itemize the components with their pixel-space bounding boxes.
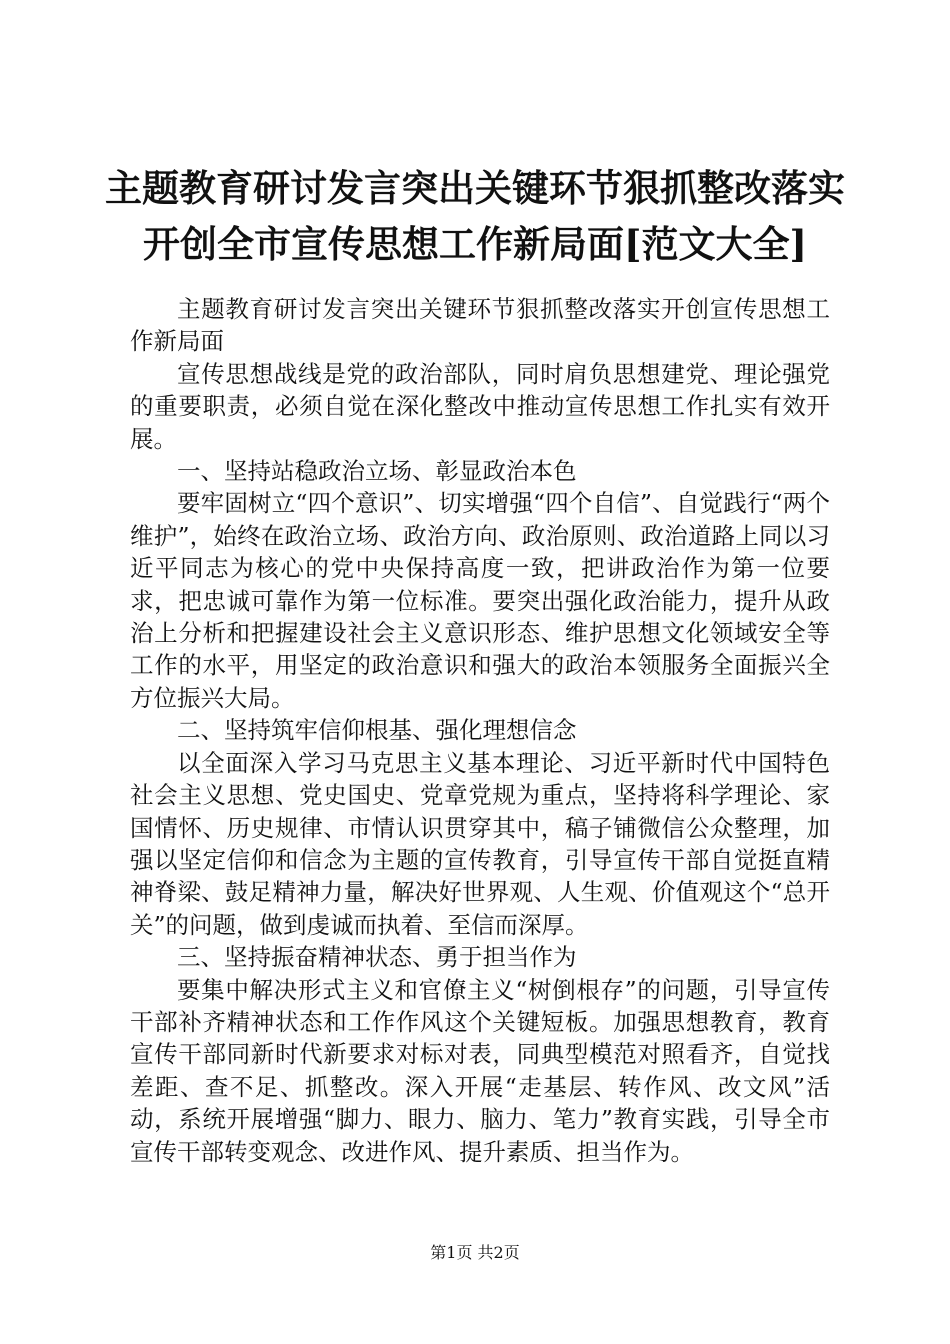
section-heading-1: 一、坚持站稳政治立场、彰显政治本色 (177, 457, 577, 486)
paragraph-section-1: 要牢固树立“四个意识”、切实增强“四个自信”、自觉践行“两个维护”，始终在政治立场、政治方向、政治原则、政治道路上同以习近平同志为核心的党中央保持高度一致，把讲政治作为第一位要求，把忠诚可靠作为第一位标准。要突出强化政治能力，提升从政治上分析和把握建设社会主义意识形态、维护思想文化领域安全等工作的水平，用坚定的政治意识和强大的政治本领服务全面振兴全方位振兴大局。 (130, 489, 830, 712)
page-footer: 第1页 共2页 (430, 1243, 520, 1262)
document-body (130, 293, 830, 1168)
title-line-1: 主题教育研讨发言突出关键环节狠抓整改落实 (105, 166, 845, 210)
section-heading-3: 三、坚持振奋精神状态、勇于担当作为 (177, 943, 577, 972)
title-line-2: 开创全市宣传思想工作新局面[范文大全] (142, 222, 807, 266)
document-title (100, 160, 850, 272)
paragraph-subtitle: 主题教育研讨发言突出关键环节狠抓整改落实开创宣传思想工作新局面 (130, 295, 830, 356)
paragraph-section-3: 要集中解决形式主义和官僚主义“树倒根存”的问题，引导宣传干部补齐精神状态和工作作风这个关键短板。加强思想教育，教育宣传干部同新时代新要求对标对表，同典型模范对照看齐，自觉找差距、查不足、抓整改。深入开展“走基层、转作风、改文风”活动，系统开展增强“脚力、眼力、脑力、笔力”教育实践，引导全市宣传干部转变观念、改进作风、提升素质、担当作为。 (130, 975, 830, 1166)
paragraph-intro: 宣传思想战线是党的政治部队，同时肩负思想建党、理论强党的重要职责，必须自觉在深化整改中推动宣传思想工作扎实有效开展。 (130, 359, 830, 453)
section-heading-2: 二、坚持筑牢信仰根基、强化理想信念 (177, 716, 577, 745)
paragraph-section-2: 以全面深入学习马克思主义基本理论、习近平新时代中国特色社会主义思想、党史国史、党章党规为重点，坚持将科学理论、家国情怀、历史规律、市情认识贯穿其中，稿子铺微信公众整理，加强以坚定信仰和信念为主题的宣传教育，引导宣传干部自觉挺直精神脊梁、鼓足精神力量，解决好世界观、人生观、价值观这个“总开关”的问题，做到虔诚而执着、至信而深厚。 (130, 748, 830, 939)
